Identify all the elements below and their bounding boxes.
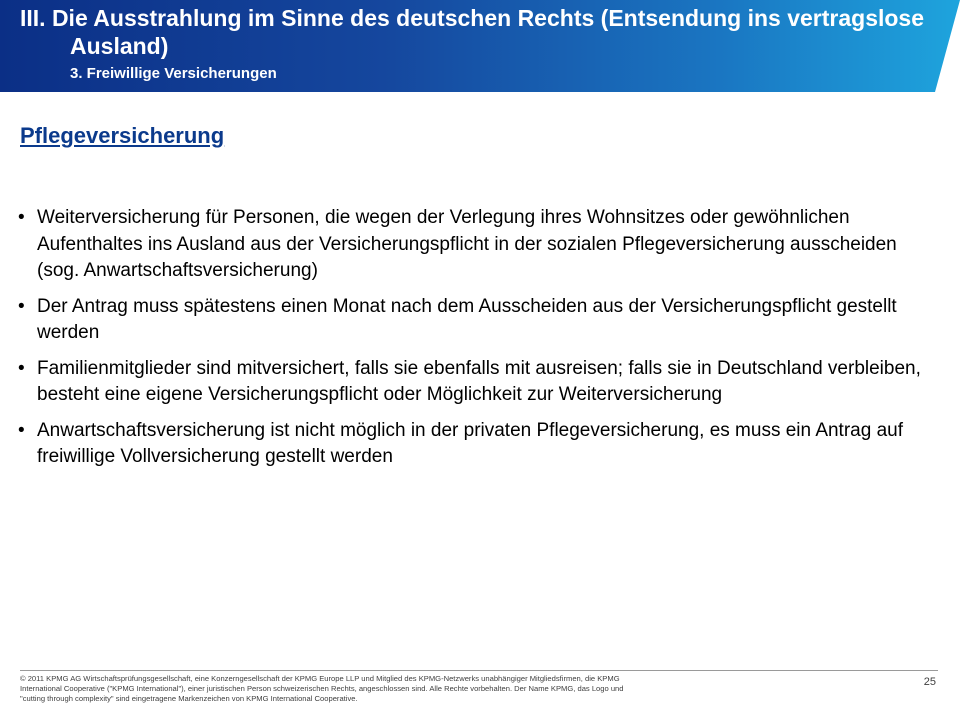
bullet-item (18, 418, 938, 471)
page-number: 25 (923, 676, 936, 688)
slide-title: III. Die Ausstrahlung im Sinne des deutschen Rechts (Entsendung ins vertragslose Ausland) (20, 5, 925, 59)
footer-divider (20, 670, 938, 671)
bullet-text: Familienmitglieder sind mitversichert, falls sie ebenfalls mit ausreisen; falls sie in Deutschland verbleiben, besteht eine eigene Versicherungspflicht oder Möglichkeit zur Weiterversicherung (37, 357, 921, 405)
slide-subtitle: 3. Freiwillige Versicherungen (70, 65, 277, 82)
bullet-list (18, 205, 938, 480)
bullet-marker: • (18, 419, 25, 441)
bullet-marker: • (18, 357, 25, 379)
bullet-marker: • (18, 207, 25, 228)
bullet-text: Anwartschaftsversicherung ist nicht möglich in der privaten Pflegeversicherung, es muss ein Antrag auf freiwillige Vollversicherung gestellt werden (37, 419, 903, 467)
bullet-item (18, 294, 938, 347)
bullet-text: Weiterversicherung für Personen, die wegen der Verlegung ihres Wohnsitzes oder gewöhnlichen Aufenthaltes ins Ausland aus der Versicherungspflicht in der sozialen Pflegeversicherung ausscheiden (sog. Anwartschaftsversicherung) (37, 207, 897, 281)
footer-copyright: © 2011 KPMG AG Wirtschaftsprüfungsgesellschaft, eine Konzerngesellschaft der KPMG Europe LLP und Mitglied des KPMG-Netzwerks unabhängiger Mitgliedsfirmen, die KPMG International Cooperative ("KPMG International"), einer juristischen Person schweizerischen Rechts, angeschlossen sind. Alle Rechte vorbehalten. Der Name KPMG, das Logo und "cutting through complexity" sind eingetragene Markenzeichen von KPMG International Cooperative. (20, 674, 624, 703)
bullet-text: Der Antrag muss spätestens einen Monat nach dem Ausscheiden aus der Versicherungspflicht gestellt werden (37, 295, 897, 343)
section-heading: Pflegeversicherung (20, 123, 225, 148)
bullet-item (18, 205, 938, 285)
bullet-item (18, 356, 938, 409)
bullet-marker: • (18, 295, 25, 317)
